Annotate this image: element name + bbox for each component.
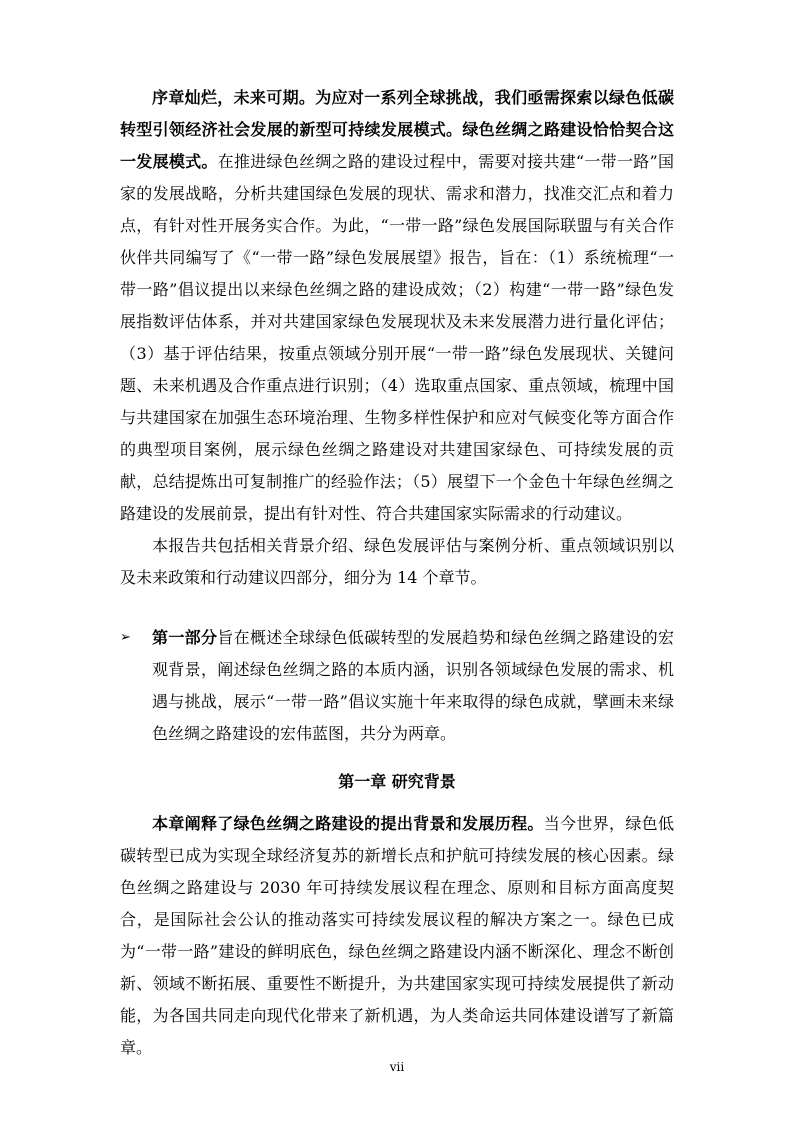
intro-body-text: 在推进绿色丝绸之路的建设过程中，需要对接共建“一带一路”国家的发展战略，分析共建国绿色发展的现状、需求和潜力，找准交汇点和着力点，有针对性开展务实合作。为此，“一带一路”绿色发展国际联盟与有关合作伙伴共同编写了《“一带一路”绿色发展展望》报告，旨在：（1）系统梳理“一带一路”倡议提出以来绿色丝绸之路的建设成效；（2）构建“一带一路”绿色发展指数评估体系，并对共建国家绿色发展现状及未来发展潜力进行量化评估；（3）基于评估结果，按重点领域分别开展“一带一路”绿色发展现状、关键问题、未来机遇及合作重点进行识别；（4）选取重点国家、重点领域，梳理中国与共建国家在加强生态环境治理、生物多样性保护和应对气候变化等方面合作的典型项目案例，展示绿色丝绸之路建设对共建国家绿色、可持续发展的贡献，总结提炼出可复制推广的经验作法；（5）展望下一个金色十年绿色丝绸之路建设的发展前景，提出有针对性、符合共建国家实际需求的行动建议。 [120,152,674,523]
chapter-one-bold-lead: 本章阐释了绿色丝绸之路建设的提出背景和发展历程。 [152,814,544,833]
part-one-bullet [120,622,674,750]
part-one-text: 旨在概述全球绿色低碳转型的发展趋势和绿色丝绸之路建设的宏观背景，阐述绿色丝绸之路的本质内涵，识别各领域绿色发展的需求、机遇与挑战，展示“一带一路”倡议实施十年来取得的绿色成就，擘画未来绿色丝绸之路建设的宏伟蓝图，共分为两章。 [152,628,674,743]
intro-bold-lead: 序章灿烂，未来可期。为应对一系列全球挑战，我们亟需探索以绿色低碳转型引领经济社会发展的新型可持续发展模式。绿色丝绸之路建设恰恰契合这一发展模式。 [120,88,674,171]
chapter-one-body-text: 当今世界，绿色低碳转型已成为实现全球经济复苏的新增长点和护航可持续发展的核心因素。绿色丝绸之路建设与 2030 年可持续发展议程在理念、原则和目标方面高度契合，是国际社会公认的推动落实可持续发展议程的解决方案之一。绿色已成为“一带一路”建设的鲜明底色，绿色丝绸之路建设内涵不断深化、理念不断创新、领域不断拓展、重要性不断提升，为共建国家实现可持续发展提供了新动能，为各国共同走向现代化带来了新机遇，为人类命运共同体建设谱写了新篇章。 [120,814,674,1057]
page-number: vii [389,1060,405,1074]
arrow-bullet-icon: ➢ [120,630,131,645]
page-content [120,82,674,1064]
intro-paragraph-2: 本报告共包括相关背景介绍、绿色发展评估与案例分析、重点领域识别以及未来政策和行动建议四部分，细分为 14 个章节。 [120,536,674,587]
part-one-label: 第一部分 [152,628,218,647]
chapter-one-paragraph [120,808,674,1064]
intro-paragraph-1 [120,82,674,530]
chapter-heading: 第一章 研究背景 [338,772,456,791]
